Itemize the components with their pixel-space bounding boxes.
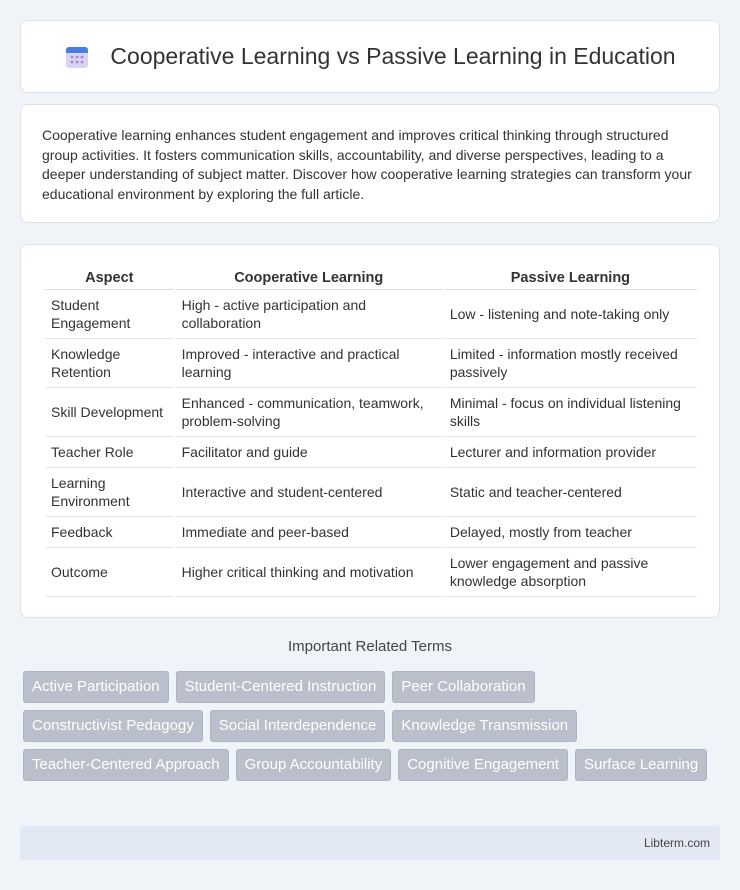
page-title: Cooperative Learning vs Passive Learning in Education [110, 43, 676, 69]
table-row [45, 388, 697, 437]
table-cell-passive: Limited - information mostly received passively [444, 339, 697, 388]
table-cell-passive: Delayed, mostly from teacher [444, 517, 697, 548]
term-tag[interactable]: Cognitive Engagement [398, 749, 568, 781]
table-cell-cooperative: Higher critical thinking and motivation [176, 548, 442, 597]
table-cell-passive: Lower engagement and passive knowledge absorption [444, 548, 697, 597]
term-tag[interactable]: Peer Collaboration [392, 671, 534, 703]
table-cell-aspect: Teacher Role [45, 437, 174, 468]
table-row [45, 290, 697, 339]
table-cell-aspect: Knowledge Retention [45, 339, 174, 388]
related-terms-list [23, 671, 713, 781]
table-cell-aspect: Learning Environment [45, 468, 174, 517]
table-header-row [45, 267, 697, 290]
table-cell-cooperative: Immediate and peer-based [176, 517, 442, 548]
term-tag[interactable]: Constructivist Pedagogy [23, 710, 203, 742]
table-cell-cooperative: Improved - interactive and practical learning [176, 339, 442, 388]
table-cell-passive: Low - listening and note-taking only [444, 290, 697, 339]
related-terms-title: Important Related Terms [288, 638, 452, 655]
term-tag[interactable]: Social Interdependence [210, 710, 386, 742]
term-tag[interactable]: Teacher-Centered Approach [23, 749, 229, 781]
table-cell-cooperative: Enhanced - communication, teamwork, problem-solving [176, 388, 442, 437]
table-row [45, 339, 697, 388]
comparison-table-card [20, 244, 720, 618]
column-header: Aspect [45, 267, 174, 290]
table-cell-passive: Static and teacher-centered [444, 468, 697, 517]
term-tag[interactable]: Active Participation [23, 671, 169, 703]
column-header: Passive Learning [444, 267, 697, 290]
header-card [20, 20, 720, 93]
term-tag[interactable]: Student-Centered Instruction [176, 671, 386, 703]
table-cell-cooperative: Facilitator and guide [176, 437, 442, 468]
table-cell-passive: Lecturer and information provider [444, 437, 697, 468]
intro-text: Cooperative learning enhances student engagement and improves critical thinking through structured group activities. It fosters communication skills, accountability, and diverse perspectives, leading to a deeper understanding of subject matter. Discover how cooperative learning strategies can transform your educational environment by exploring the full article. [42, 127, 692, 202]
table-cell-aspect: Skill Development [45, 388, 174, 437]
term-tag[interactable]: Surface Learning [575, 749, 707, 781]
table-cell-cooperative: Interactive and student-centered [176, 468, 442, 517]
table-row [45, 468, 697, 517]
intro-card [20, 104, 720, 223]
footer [20, 826, 720, 860]
table-cell-aspect: Outcome [45, 548, 174, 597]
term-tag[interactable]: Group Accountability [236, 749, 392, 781]
term-tag[interactable]: Knowledge Transmission [392, 710, 577, 742]
table-cell-passive: Minimal - focus on individual listening skills [444, 388, 697, 437]
table-cell-aspect: Feedback [45, 517, 174, 548]
table-row [45, 548, 697, 597]
table-row [45, 437, 697, 468]
column-header: Cooperative Learning [176, 267, 442, 290]
calendar-icon [64, 44, 90, 70]
table-row [45, 517, 697, 548]
table-cell-aspect: Student Engagement [45, 290, 174, 339]
footer-site-link[interactable]: Libterm.com [643, 836, 710, 850]
table-cell-cooperative: High - active participation and collaboration [176, 290, 442, 339]
comparison-table [43, 267, 699, 597]
